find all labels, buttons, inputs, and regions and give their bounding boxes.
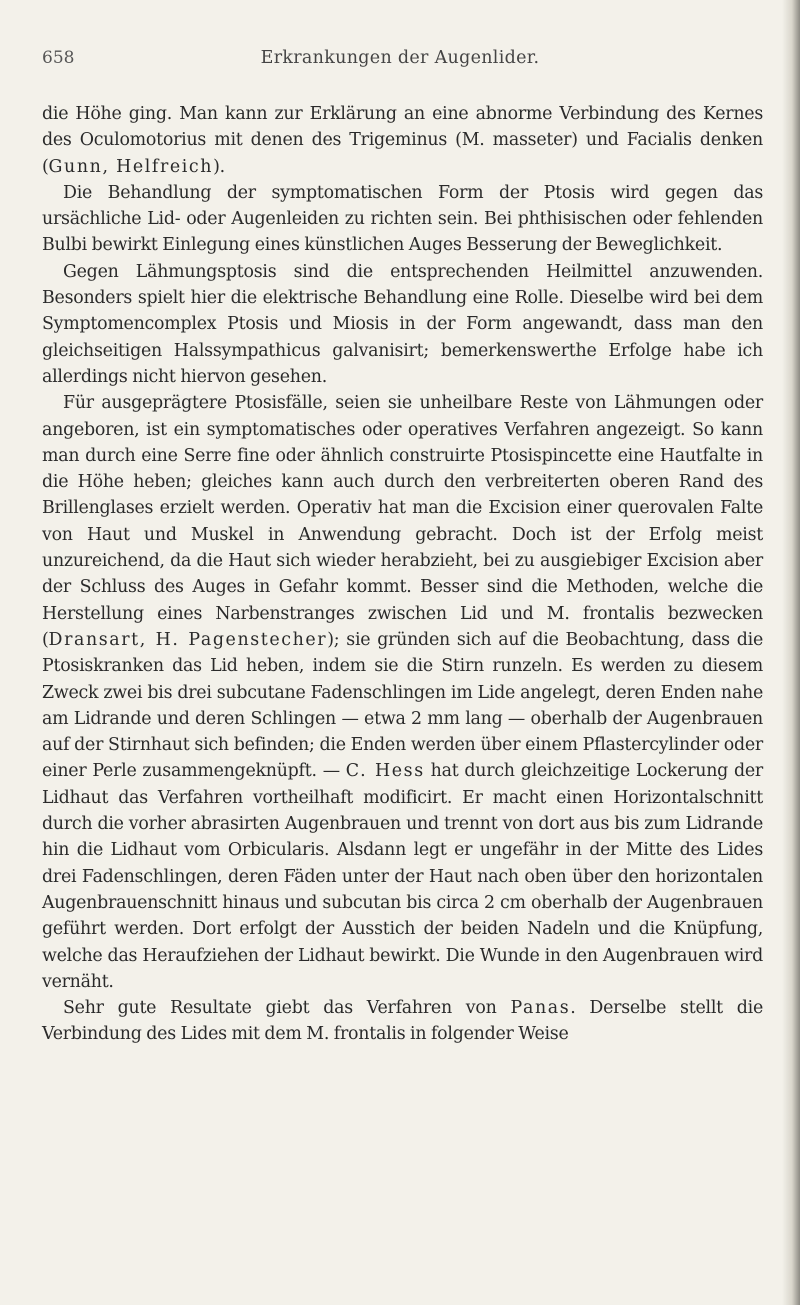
paragraph-4 [42,390,763,995]
text-run: Für ausgeprägtere Ptosisfälle, seien sie unheilbare Reste von Lähmungen oder angeboren, ist ein symptomatisches oder operatives Verfahren angezeigt. So kann man durch eine Serre fine oder ähnlich construirte Ptosispincette eine Hautfalte in die Höhe heben; gleiches kann auch durch den verbreiterten oberen Rand des Brillenglases erzielt werden. Operativ hat man die Excision einer querovalen Falte von Haut und Muskel in Anwendung gebracht. Doch ist der Erfolg meist unzureichend, da die Haut sich wieder herabzieht, bei zu ausgiebiger Excision aber der Schluss des Auges in Gefahr kommt. Besser sind die Methoden, welche die Herstellung eines Narbenstranges zwischen Lid und M. frontalis bezwecken ( [42,393,763,650]
text-run: die Höhe ging. Man kann zur Erklärung an eine abnorme Verbindung des Kernes des Oculomotorius mit denen des Trigeminus (M. masseter) und Facialis denken ( [42,104,763,177]
page-header [0,48,800,78]
text-run: ). [213,156,225,177]
page-number: 658 [42,48,75,68]
paragraph-2 [42,180,763,259]
running-title: Erkrankungen der Augenlider. [260,48,540,68]
body-text [42,101,763,1048]
author-name: Panas [510,998,571,1019]
text-run: . Derselbe stellt die Verbindung des Lides mit dem M. frontalis in folgender Weise [42,998,763,1045]
author-name: Gunn, Helfreich [48,156,214,177]
text-run: hat durch gleichzeitige Lockerung der Lidhaut das Verfahren vortheilhaft modificirt. Er macht einen Horizontalschnitt durch die vorher abrasirten Augenbrauen und trennt von dort aus bis zum Lidrande hin die Lidhaut vom Orbicularis. Alsdann legt er ungefähr in der Mitte des Lides drei Fadenschlingen, deren Fäden unter der Haut nach oben über den horizontalen Augenbrauenschnitt hinaus und subcutan bis circa 2 cm oberhalb der Augenbrauen geführt werden. Dort erfolgt der Ausstich der beiden Nadeln und die Knüpfung, welche das Heraufziehen der Lidhaut bewirkt. Die Wunde in den Augenbrauen wird vernäht. [42,761,763,992]
text-run: Die Behandlung der symptomatischen Form der Ptosis wird gegen das ursächliche Lid- oder Augenleiden zu richten sein. Bei phthisischen oder fehlenden Bulbi bewirkt Einlegung eines künstlichen Auges Besserung der Beweglichkeit. [42,182,763,256]
text-run: Sehr gute Resultate giebt das Verfahren von [63,998,511,1019]
text-run: ); sie gründen sich auf die Beobachtung, dass die Ptosiskranken das Lid heben, indem sie die Stirn runzeln. Es werden zu diesem Zweck zwei bis drei subcutane Fadenschlingen im Lide angelegt, deren Enden nahe am Lidrande und deren Schlingen — etwa 2 mm lang — oberhalb der Augenbrauen auf der Stirnhaut sich befinden; die Enden werden über einem Pflastercylinder oder einer Perle zusammengeknüpft. — [42,629,763,782]
paragraph-5 [42,995,763,1048]
author-name: Dransart, H. Pagenstecher [48,629,328,650]
page-edge-shadow [782,0,800,1305]
paragraph-3 [42,259,763,390]
text-run: Gegen Lähmungsptosis sind die entsprechenden Heilmittel anzuwenden. Besonders spielt hier die elektrische Behandlung eine Rolle. Dieselbe wird bei dem Symptomencomplex Ptosis und Miosis in der Form angewandt, dass man den gleichseitigen Halssympathicus galvanisirt; bemerkenswerthe Erfolge habe ich allerdings nicht hiervon gesehen. [42,261,763,387]
paragraph-1 [42,101,763,180]
author-name: C. Hess [345,761,425,782]
